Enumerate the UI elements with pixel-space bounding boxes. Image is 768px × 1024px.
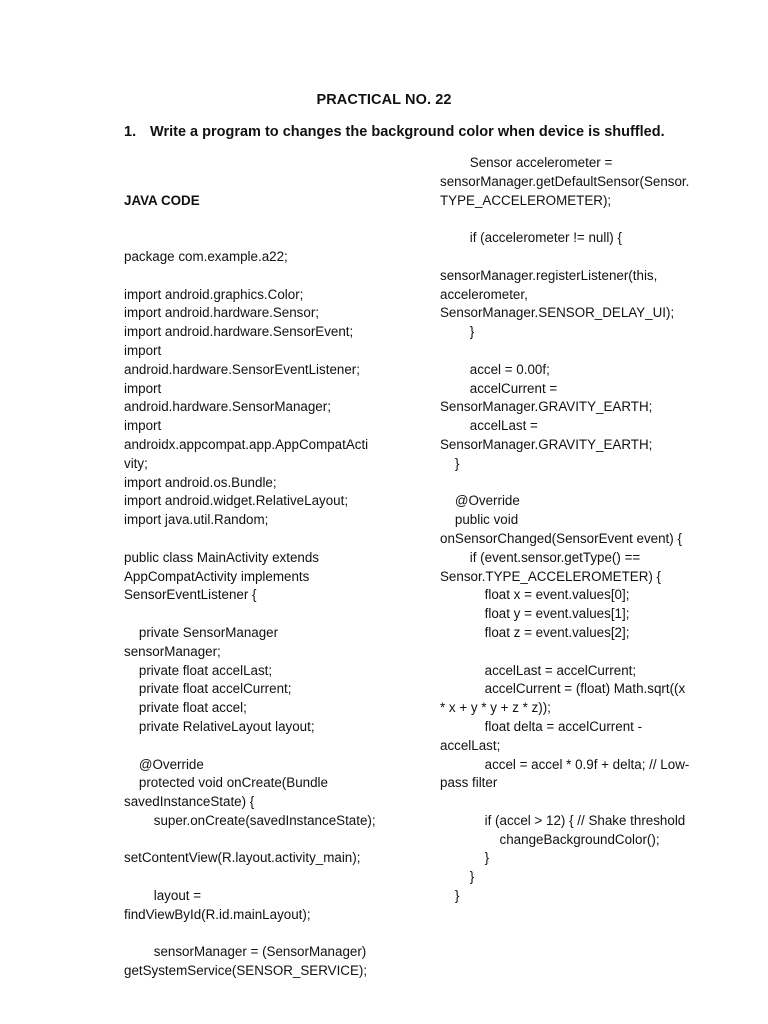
code-line: private RelativeLayout layout; [124, 718, 315, 734]
practical-title: PRACTICAL NO. 22 [316, 92, 452, 108]
code-line: public class MainActivity extends [124, 549, 319, 565]
code-line: * x + y * y + z * z)); [440, 700, 551, 716]
section-heading: JAVA CODE [124, 192, 200, 208]
code-line: changeBackgroundColor(); [440, 831, 660, 847]
code-line: } [440, 324, 475, 340]
code-line [440, 248, 740, 267]
code-line [124, 925, 424, 944]
question-number: 1. [124, 124, 137, 140]
code-line: float z = event.values[2]; [440, 624, 630, 640]
code-line: super.onCreate(savedInstanceState); [124, 812, 376, 828]
code-line: import java.util.Random; [124, 512, 269, 528]
code-line: TYPE_ACCELEROMETER); [440, 192, 612, 208]
code-line: import android.os.Bundle; [124, 474, 277, 490]
code-line [124, 868, 424, 887]
code-line: } [440, 869, 475, 885]
code-line: accel = 0.00f; [440, 361, 550, 377]
code-line [124, 530, 424, 549]
code-line [124, 831, 424, 850]
code-line: @Override [440, 493, 520, 509]
code-line: float x = event.values[0]; [440, 587, 630, 603]
code-line: @Override [124, 756, 204, 772]
code-line: import [124, 380, 162, 396]
code-line [440, 342, 740, 361]
code-line: Sensor.TYPE_ACCELEROMETER) { [440, 568, 662, 584]
code-line: accelCurrent = [440, 380, 558, 396]
code-line [440, 210, 740, 229]
code-line: sensorManager = (SensorManager) [124, 944, 367, 960]
code-line: float y = event.values[1]; [440, 606, 630, 622]
code-line: private float accel; [124, 700, 247, 716]
code-line: findViewById(R.id.mainLayout); [124, 906, 311, 922]
code-line: savedInstanceState) { [124, 794, 255, 810]
code-line: public void [440, 512, 519, 528]
code-line: if (accel > 12) { // Shake threshold [440, 812, 686, 828]
code-line [440, 474, 740, 493]
code-line: import android.hardware.Sensor; [124, 305, 320, 321]
code-line: import android.hardware.SensorEvent; [124, 324, 354, 340]
code-line: accelLast; [440, 737, 501, 753]
code-line: accelCurrent = (float) Math.sqrt((x [440, 681, 686, 697]
code-line: private SensorManager [124, 624, 279, 640]
code-line: import android.graphics.Color; [124, 286, 304, 302]
code-line: AppCompatActivity implements [124, 568, 310, 584]
code-line: package com.example.a22; [124, 248, 288, 264]
code-line: import [124, 342, 162, 358]
code-line [124, 737, 424, 756]
code-line [440, 643, 740, 662]
code-line: layout = [124, 888, 202, 904]
code-line: if (event.sensor.getType() == [440, 549, 641, 565]
code-line [440, 793, 740, 812]
code-line [124, 605, 424, 624]
code-line: } [440, 888, 460, 904]
code-line: pass filter [440, 775, 498, 791]
code-line: sensorManager.registerListener(this, [440, 267, 658, 283]
code-line: private float accelCurrent; [124, 681, 292, 697]
code-line: sensorManager; [124, 643, 221, 659]
code-line: Sensor accelerometer = [440, 155, 613, 170]
code-line: sensorManager.getDefaultSensor(Sensor. [440, 173, 690, 189]
question-text: Write a program to changes the background color when device is shuffled. [150, 124, 665, 140]
code-line: accel = accel * 0.9f + delta; // Low- [440, 756, 690, 772]
code-line: android.hardware.SensorEventListener; [124, 361, 360, 377]
code-line: android.hardware.SensorManager; [124, 399, 331, 415]
code-line: vity; [124, 455, 148, 471]
code-line: accelerometer, [440, 286, 528, 302]
code-line: SensorManager.GRAVITY_EARTH; [440, 436, 653, 452]
code-line [124, 267, 424, 286]
code-line: SensorManager.SENSOR_DELAY_UI); [440, 305, 675, 321]
code-line: SensorEventListener { [124, 587, 257, 603]
code-line: SensorManager.GRAVITY_EARTH; [440, 399, 653, 415]
code-line: protected void onCreate(Bundle [124, 775, 328, 791]
code-line: private float accelLast; [124, 662, 273, 678]
code-line: float delta = accelCurrent - [440, 718, 643, 734]
code-line: androidx.appcompat.app.AppCompatActi [124, 436, 369, 452]
code-line: setContentView(R.layout.activity_main); [124, 850, 361, 866]
code-line: getSystemService(SENSOR_SERVICE); [124, 963, 368, 979]
code-line: onSensorChanged(SensorEvent event) { [440, 530, 682, 546]
question-line [124, 124, 724, 140]
left-code-column [124, 154, 424, 981]
code-line: accelLast = accelCurrent; [440, 662, 637, 678]
code-line: import android.widget.RelativeLayout; [124, 493, 349, 509]
right-code-column [440, 154, 740, 906]
code-line: } [440, 455, 460, 471]
code-line: if (accelerometer != null) { [440, 230, 622, 246]
code-line: import [124, 418, 162, 434]
code-line: } [440, 850, 490, 866]
code-line: accelLast = [440, 418, 538, 434]
